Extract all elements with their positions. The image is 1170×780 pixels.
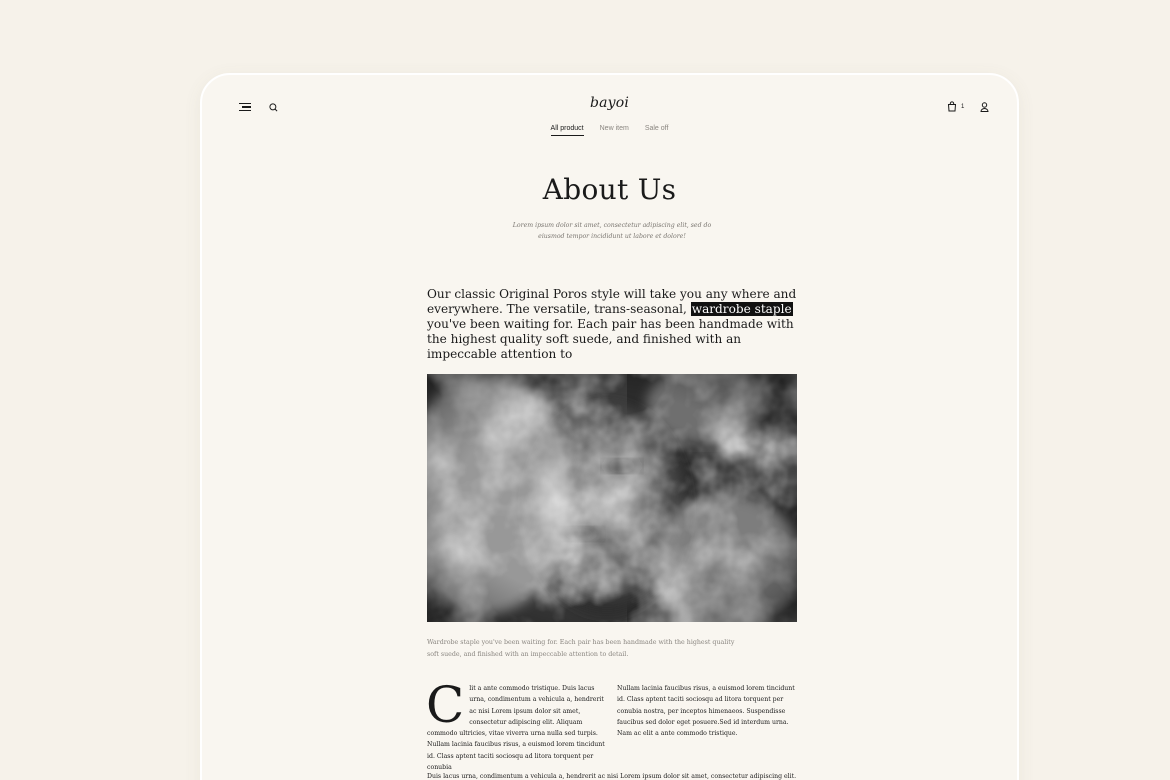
user-icon[interactable] <box>978 101 990 113</box>
bag-icon <box>947 101 957 114</box>
brand-logo[interactable]: bayoi <box>589 95 630 111</box>
page-subtitle: Lorem ipsum dolor sit amet, consectetur adipiscing elit, sed do eiusmod tempor incididunt ut labore et dolore! <box>512 222 712 240</box>
cart-count: 1 <box>961 104 965 110</box>
lead-text-before: Our classic Original Poros style will take you any where and everywhere. The versatile, trans-seasonal, <box>427 287 797 316</box>
body-column-1 <box>426 676 607 773</box>
photo-caption: Wardrobe staple you've been waiting for. Each pair has been handmade with the highest quality soft suede, and finished with an impeccable attention to detail. <box>427 639 735 658</box>
body-bottom-text: Duis lacus urna, condimentum a vehicula a, hendrerit ac nisi Lorem ipsum dolor sit amet, consectetur adipiscing elit. <box>427 773 797 780</box>
page-title: About Us <box>542 173 677 206</box>
nav-item-sale-off[interactable]: Sale off <box>644 125 669 132</box>
lead-paragraph <box>427 287 802 362</box>
tablet-frame <box>200 73 1019 780</box>
lead-highlight: wardrobe staple <box>691 302 792 316</box>
body-column-2: Nullam lacinia faucibus risus, a euismod lorem tincidunt id. Class aptent taciti sociosqu ad litora torquent per conubia nostra, per inceptos himenaeos. Suspendisse faucibus sed dolor eget posuere.Sed id interdum urna. Nam ac elit a ante commodo tristique. <box>617 685 795 738</box>
hero-photo <box>427 374 797 622</box>
lead-text-after: you've been waiting for. Each pair has been handmade with the highest quality soft suede, and finished with an impeccable attention to <box>427 317 794 361</box>
nav-item-all-product[interactable]: All product <box>551 125 584 136</box>
nav-item-new-item[interactable]: New item <box>599 125 629 132</box>
drop-cap: C <box>426 676 465 734</box>
body-column-1-text: lit a ante commodo tristique. Duis lacus urna, condimentum a vehicula a, hendrerit ac nisi Lorem ipsum dolor sit amet, consectetur adipiscing elit. Aliquam commodo ultricies, vitae viverra urna nulla sed turpis. Nullam lacinia faucibus risus, a euismod lorem tincidunt id. Class aptent taciti sociosqu ad litora torquent per conubia <box>427 685 605 772</box>
category-nav <box>202 125 1017 136</box>
cart-button[interactable] <box>947 101 964 113</box>
